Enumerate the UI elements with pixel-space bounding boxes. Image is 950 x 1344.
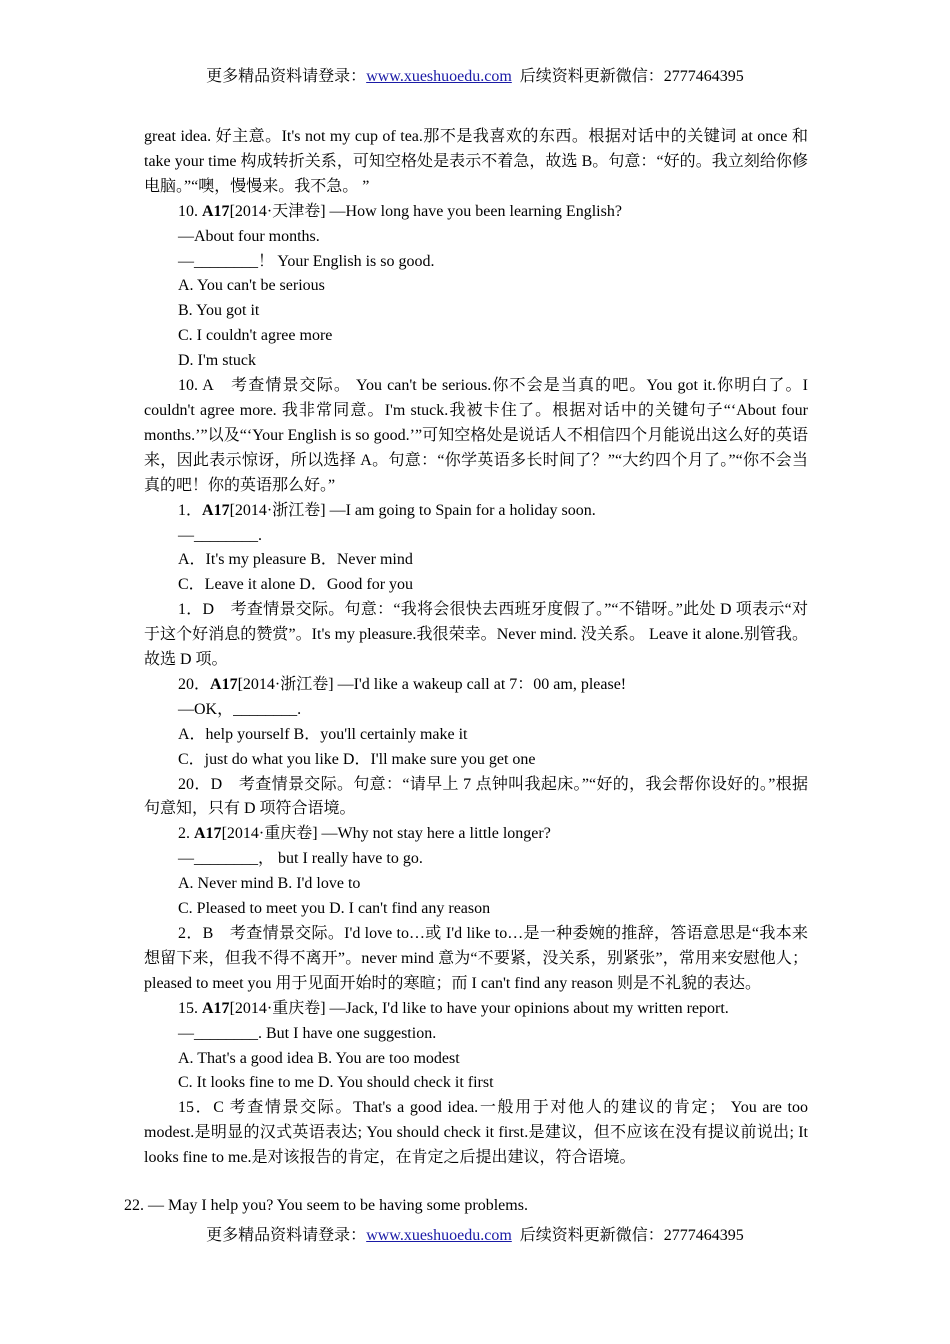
options-ab: A. Never mind B. I'd love to [178, 875, 361, 893]
header-banner [0, 67, 950, 87]
dialogue-line: —About four months. [178, 227, 320, 245]
dialogue-line: —________！ Your English is so good. [178, 252, 435, 270]
question-code: A17 [202, 501, 230, 519]
option-a: A. You can't be serious [178, 277, 325, 295]
answer-explanation: 10. A 考查情景交际。 You can't be serious.你不会是当真的吧。You got it.你明白了。I couldn't agree more. 我非常同意。I'm stuck.我被卡住了。根据对话中的关键句子“‘About four months.’”以及“‘Your English is so good.’”可知空格处是说话人不相信四个月能说出这么好的英语来，因此表示惊讶，所以选择 A。句意：“你学英语多长时间了？”“大约四个月了。”“你不会当真的吧！你的英语那么好。” [144, 377, 808, 494]
answer-explanation: 1．D 考查情景交际。句意：“我将会很快去西班牙度假了。”“不错呀。”此处 D 项表示“对于这个好消息的赞赏”。It's my pleasure.我很荣幸。Never mind. 没关系。 Leave it alone.别管我。故选 D 项。 [144, 601, 808, 669]
question-20: 20．A17[2014·浙江卷] —I'd like a wakeup call at 7：00 am, please! [178, 675, 627, 693]
options-cd: C. Pleased to meet you D. I can't find any reason [178, 900, 491, 918]
options-cd: C. It looks fine to me D. You should check it first [178, 1074, 494, 1092]
answer-explanation: 2．B 考查情景交际。I'd love to…或 I'd like to…是一种委婉的推辞，答语意思是“我本来想留下来，但我不得不离开”。never mind 意为“不要紧，没关系，别紧张”，常用来安慰他人；pleased to meet you 用于见面开始时的寒暄；而 I can't find any reason 则是不礼貌的表达。 [144, 925, 808, 992]
dialogue-line: —________， but I really have to go. [178, 850, 423, 868]
question-code: A17 [194, 825, 222, 843]
option-b: B. You got it [178, 302, 260, 320]
options-ab: A．help yourself B．you'll certainly make it [178, 725, 468, 743]
question-10: 10. A17[2014·天津卷] —How long have you been learning English? [178, 202, 622, 220]
header-prefix: 更多精品资料请登录： [206, 68, 367, 85]
question-code: A17 [210, 675, 238, 693]
footer-suffix: 后续资料更新微信：2777464395 [519, 1227, 744, 1244]
footer-site-link[interactable]: www.xueshuoedu.com [366, 1227, 512, 1244]
options-ab: A. That's a good idea B. You are too modest [178, 1049, 460, 1067]
question-1: 1．A17[2014·浙江卷] —I am going to Spain for a holiday soon. [178, 501, 596, 519]
dialogue-line: —________. But I have one suggestion. [178, 1024, 437, 1042]
options-cd: C．Leave it alone D．Good for you [178, 576, 414, 594]
answer-explanation: 15．C 考查情景交际。That's a good idea.一般用于对他人的建议的肯定； You are too modest.是明显的汉式英语表达; You should check it first.是建议，但不应该在没有提议前说出; It looks fine to me.是对该报告的肯定，在肯定之后提出建议，符合语境。 [144, 1099, 808, 1167]
dialogue-line: —________. [178, 526, 262, 544]
question-2: 2. A17[2014·重庆卷] —Why not stay here a little longer? [178, 825, 551, 843]
question-15: 15. A17[2014·重庆卷] —Jack, I'd like to have your opinions about my written report. [178, 999, 729, 1017]
footer-prefix: 更多精品资料请登录： [206, 1227, 367, 1244]
options-cd: C．just do what you like D．I'll make sure you get one [178, 750, 536, 768]
question-code: A17 [202, 202, 230, 220]
question-code: A17 [202, 999, 230, 1017]
footer-banner [0, 1226, 950, 1246]
options-ab: A．It's my pleasure B．Never mind [178, 551, 413, 569]
top-paragraph: great idea. 好主意。It's not my cup of tea.那不是我喜欢的东西。根据对话中的关键词 at once 和 take your time 构成转折关系，可知空格处是表示不着急，故选 B。句意：“好的。我立刻给你修电脑。”“噢，慢慢来。我不急。 ” [144, 128, 808, 195]
header-site-link[interactable]: www.xueshuoedu.com [366, 68, 512, 85]
document-body [144, 125, 808, 1171]
header-suffix: 后续资料更新微信：2777464395 [519, 68, 744, 85]
question-22-line: 22. — May I help you? You seem to be having some problems. [124, 1197, 528, 1214]
option-d: D. I'm stuck [178, 352, 256, 370]
dialogue-line: —OK，________. [178, 700, 302, 718]
option-c: C. I couldn't agree more [178, 327, 333, 345]
answer-explanation: 20．D 考查情景交际。句意：“请早上 7 点钟叫我起床。”“好的，我会帮你设好的。”根据句意知，只有 D 项符合语境。 [144, 775, 808, 818]
